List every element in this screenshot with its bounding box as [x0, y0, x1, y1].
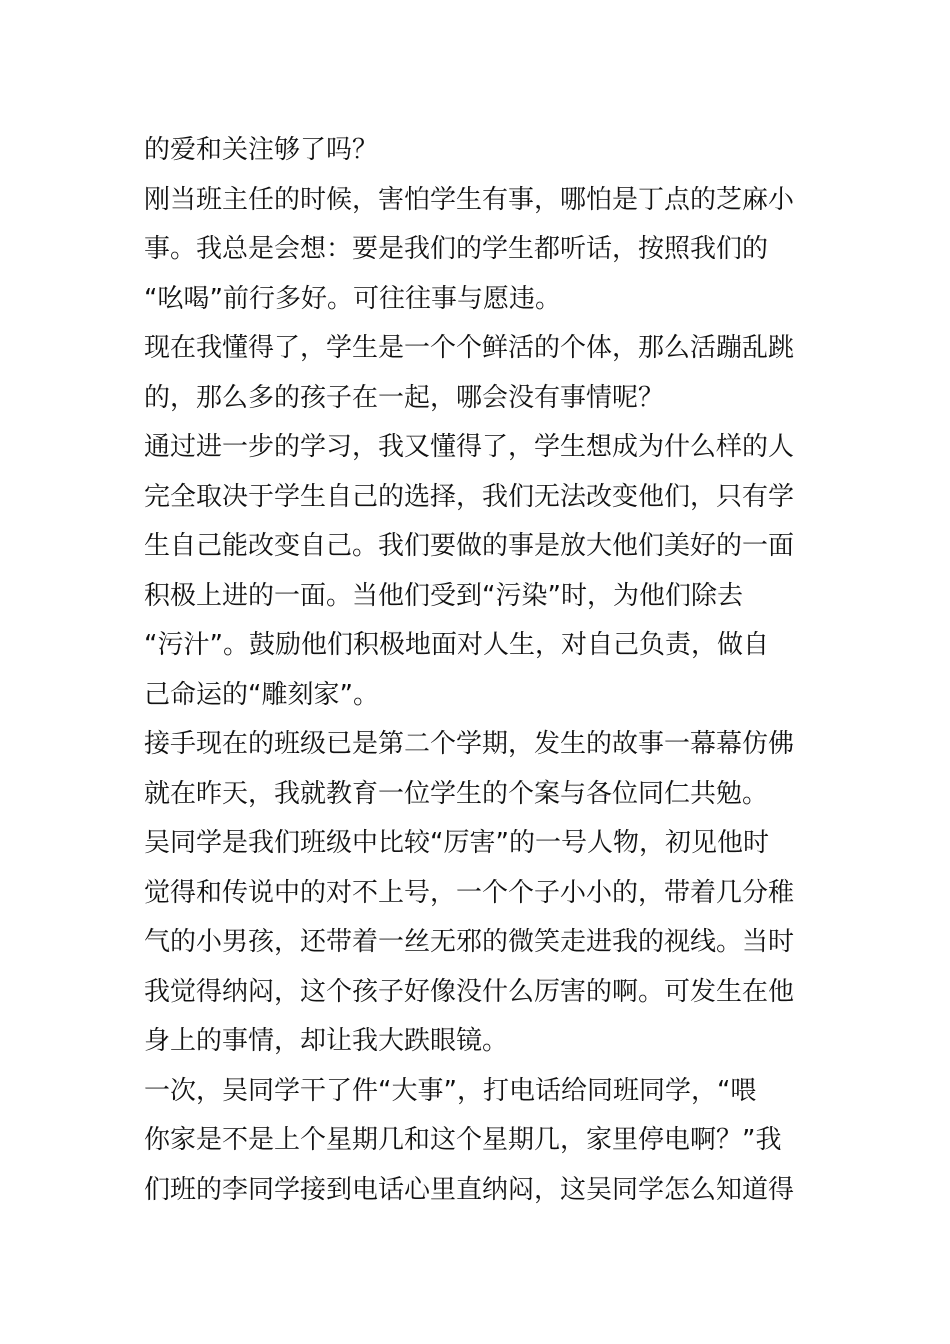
text-line: 积极上进的一面。当他们受到“污染”时，为他们除去: [144, 580, 743, 611]
text-line: 身上的事情，却让我大跌眼镜。: [144, 1026, 509, 1056]
text-line: 生自己能改变自己。我们要做的事是放大他们美好的一面: [144, 531, 795, 561]
text-line: “污汁”。鼓励他们积极地面对人生，对自己负责，做自: [144, 630, 769, 660]
text-line: 我觉得纳闷，这个孩子好像没什么厉害的啊。可发生在他: [144, 976, 795, 1007]
text-line: 事。我总是会想：要是我们的学生都听话，按照我们的: [144, 234, 769, 264]
text-line: 通过进一步的学习，我又懂得了，学生想成为什么样的人: [144, 432, 795, 462]
text-line: 完全取决于学生自己的选择，我们无法改变他们，只有学: [144, 481, 795, 512]
document-body: [144, 126, 814, 1215]
text-line: 们班的李同学接到电话心里直纳闷，这吴同学怎么知道得: [144, 1174, 795, 1205]
text-line: “吆喝”前行多好。可往往事与愿违。: [144, 283, 561, 314]
text-line: 的爱和关注够了吗？: [144, 135, 379, 165]
text-line: 你家是不是上个星期几和这个星期几，家里停电啊？”我: [144, 1125, 782, 1155]
text-line: 气的小男孩，还带着一丝无邪的微笑走进我的视线。当时: [144, 927, 795, 957]
text-line: 一次，吴同学干了件“大事”，打电话给同班同学，“喂: [144, 1075, 757, 1106]
text-line: 就在昨天，我就教育一位学生的个案与各位同仁共勉。: [144, 778, 769, 809]
text-line: 刚当班主任的时候，害怕学生有事，哪怕是丁点的芝麻小: [144, 184, 795, 215]
text-line: 接手现在的班级已是第二个学期，发生的故事一幕幕仿佛: [144, 729, 795, 759]
text-line: 己命运的“雕刻家”。: [144, 679, 379, 710]
text-line: 的，那么多的孩子在一起，哪会没有事情呢？: [144, 382, 665, 413]
text-line: 吴同学是我们班级中比较“厉害”的一号人物，初见他时: [144, 828, 769, 858]
text-line: 现在我懂得了，学生是一个个鲜活的个体，那么活蹦乱跳: [144, 333, 795, 363]
text-line: 觉得和传说中的对不上号，一个个子小小的，带着几分稚: [144, 877, 795, 908]
